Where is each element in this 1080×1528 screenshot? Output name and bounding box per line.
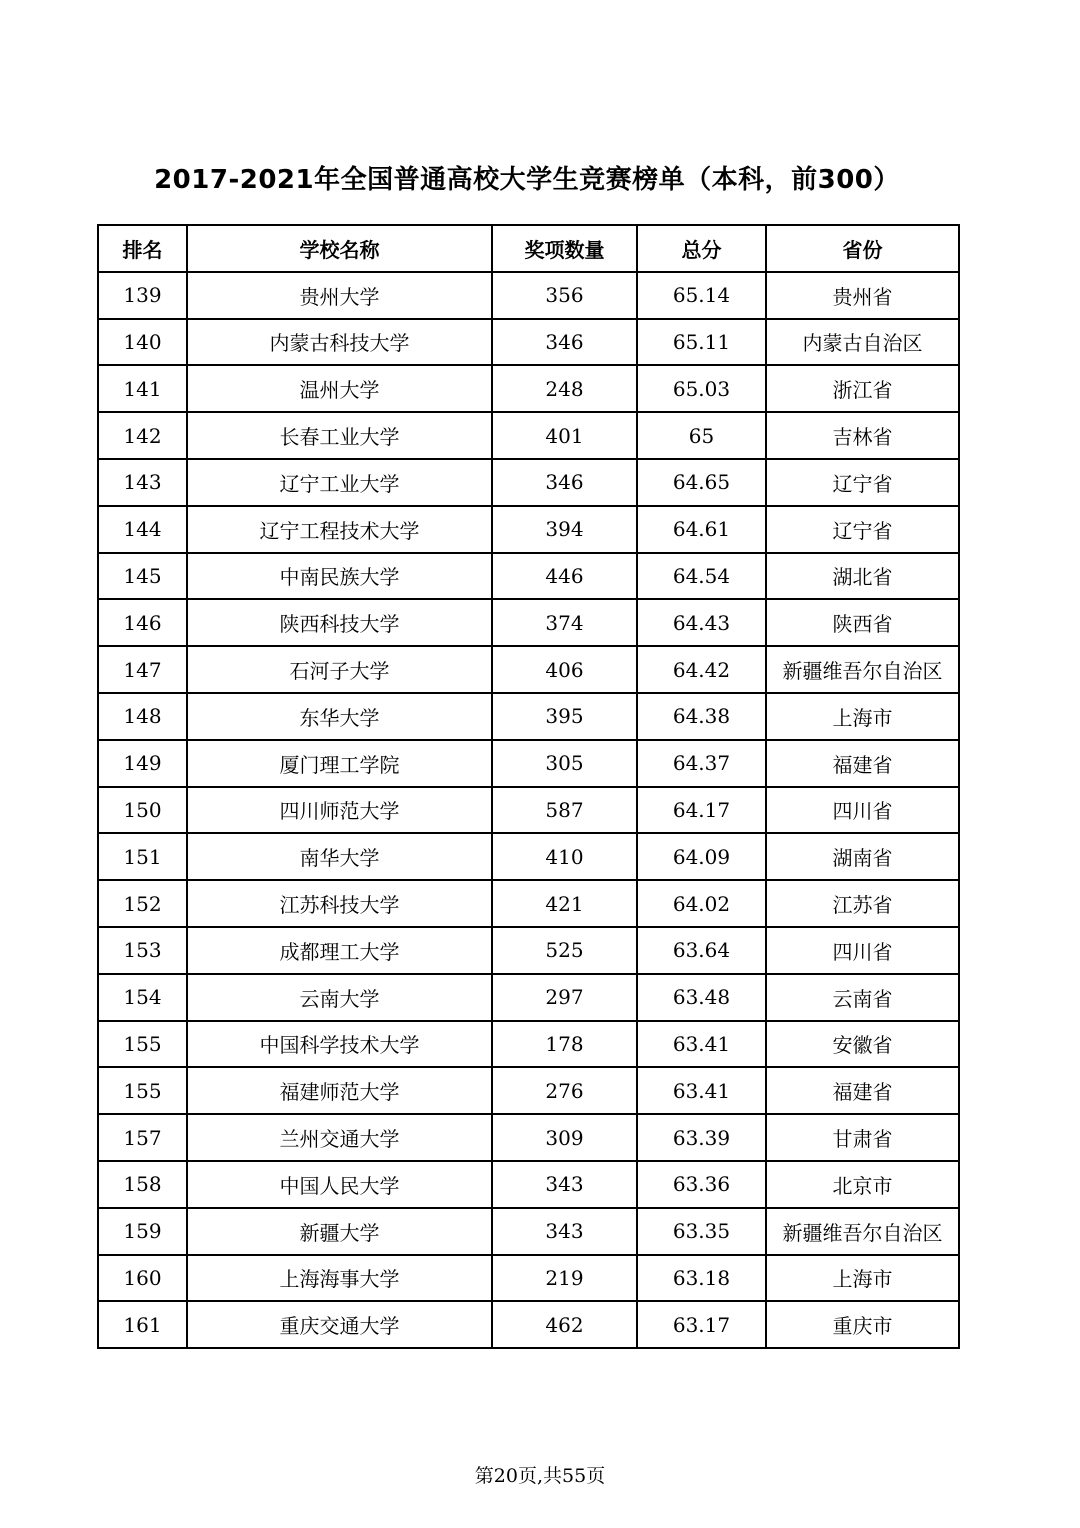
cell-school-name: 兰州交通大学 <box>187 1114 492 1161</box>
cell-school-name: 石河子大学 <box>187 646 492 693</box>
cell-award-count: 178 <box>492 1021 637 1068</box>
cell-rank: 153 <box>98 927 187 974</box>
cell-total-score: 64.09 <box>637 833 766 880</box>
cell-total-score: 64.43 <box>637 599 766 646</box>
table-row <box>98 693 959 740</box>
cell-province: 新疆维吾尔自治区 <box>766 646 959 693</box>
cell-rank: 148 <box>98 693 187 740</box>
cell-award-count: 309 <box>492 1114 637 1161</box>
cell-school-name: 中国科学技术大学 <box>187 1021 492 1068</box>
cell-province: 辽宁省 <box>766 459 959 506</box>
cell-school-name: 中南民族大学 <box>187 553 492 600</box>
cell-rank: 157 <box>98 1114 187 1161</box>
cell-province: 新疆维吾尔自治区 <box>766 1208 959 1255</box>
table-row <box>98 599 959 646</box>
table-row <box>98 412 959 459</box>
cell-rank: 144 <box>98 506 187 553</box>
cell-rank: 159 <box>98 1208 187 1255</box>
cell-school-name: 云南大学 <box>187 974 492 1021</box>
cell-rank: 152 <box>98 880 187 927</box>
cell-award-count: 374 <box>492 599 637 646</box>
cell-province: 云南省 <box>766 974 959 1021</box>
cell-rank: 147 <box>98 646 187 693</box>
cell-province: 辽宁省 <box>766 506 959 553</box>
cell-total-score: 64.65 <box>637 459 766 506</box>
table-row <box>98 646 959 693</box>
table-row <box>98 1255 959 1302</box>
cell-rank: 151 <box>98 833 187 880</box>
cell-total-score: 64.42 <box>637 646 766 693</box>
cell-award-count: 248 <box>492 365 637 412</box>
cell-rank: 143 <box>98 459 187 506</box>
cell-school-name: 江苏科技大学 <box>187 880 492 927</box>
cell-province: 重庆市 <box>766 1301 959 1348</box>
header-province: 省份 <box>766 225 959 272</box>
table-row <box>98 740 959 787</box>
cell-total-score: 63.36 <box>637 1161 766 1208</box>
cell-school-name: 南华大学 <box>187 833 492 880</box>
cell-total-score: 64.38 <box>637 693 766 740</box>
cell-province: 上海市 <box>766 1255 959 1302</box>
table-row <box>98 880 959 927</box>
cell-award-count: 297 <box>492 974 637 1021</box>
cell-rank: 145 <box>98 553 187 600</box>
cell-rank: 161 <box>98 1301 187 1348</box>
cell-school-name: 上海海事大学 <box>187 1255 492 1302</box>
cell-award-count: 525 <box>492 927 637 974</box>
cell-award-count: 305 <box>492 740 637 787</box>
cell-total-score: 65.14 <box>637 272 766 319</box>
table-row <box>98 319 959 366</box>
cell-province: 内蒙古自治区 <box>766 319 959 366</box>
cell-school-name: 辽宁工程技术大学 <box>187 506 492 553</box>
cell-school-name: 长春工业大学 <box>187 412 492 459</box>
table-row <box>98 974 959 1021</box>
cell-award-count: 356 <box>492 272 637 319</box>
cell-rank: 154 <box>98 974 187 1021</box>
cell-province: 江苏省 <box>766 880 959 927</box>
cell-rank: 150 <box>98 787 187 834</box>
cell-rank: 155 <box>98 1067 187 1114</box>
cell-total-score: 63.64 <box>637 927 766 974</box>
table-row <box>98 272 959 319</box>
cell-school-name: 温州大学 <box>187 365 492 412</box>
table-row <box>98 1021 959 1068</box>
cell-award-count: 421 <box>492 880 637 927</box>
cell-school-name: 福建师范大学 <box>187 1067 492 1114</box>
cell-total-score: 63.17 <box>637 1301 766 1348</box>
cell-rank: 158 <box>98 1161 187 1208</box>
table-row <box>98 833 959 880</box>
cell-rank: 141 <box>98 365 187 412</box>
cell-total-score: 65.11 <box>637 319 766 366</box>
cell-school-name: 陕西科技大学 <box>187 599 492 646</box>
cell-total-score: 64.37 <box>637 740 766 787</box>
cell-award-count: 276 <box>492 1067 637 1114</box>
document-title: 2017-2021年全国普通高校大学生竞赛榜单（本科，前300） <box>154 165 900 195</box>
cell-school-name: 辽宁工业大学 <box>187 459 492 506</box>
cell-school-name: 贵州大学 <box>187 272 492 319</box>
cell-province: 甘肃省 <box>766 1114 959 1161</box>
cell-award-count: 343 <box>492 1208 637 1255</box>
table-row <box>98 1161 959 1208</box>
table-row <box>98 1208 959 1255</box>
cell-province: 福建省 <box>766 740 959 787</box>
cell-total-score: 64.17 <box>637 787 766 834</box>
cell-total-score: 63.18 <box>637 1255 766 1302</box>
cell-total-score: 64.54 <box>637 553 766 600</box>
cell-province: 四川省 <box>766 927 959 974</box>
cell-school-name: 内蒙古科技大学 <box>187 319 492 366</box>
ranking-table <box>97 224 960 1349</box>
cell-total-score: 63.39 <box>637 1114 766 1161</box>
cell-award-count: 410 <box>492 833 637 880</box>
cell-award-count: 346 <box>492 319 637 366</box>
cell-province: 贵州省 <box>766 272 959 319</box>
cell-school-name: 四川师范大学 <box>187 787 492 834</box>
cell-rank: 149 <box>98 740 187 787</box>
cell-province: 吉林省 <box>766 412 959 459</box>
header-total-score: 总分 <box>637 225 766 272</box>
cell-school-name: 重庆交通大学 <box>187 1301 492 1348</box>
cell-total-score: 64.61 <box>637 506 766 553</box>
cell-total-score: 63.41 <box>637 1067 766 1114</box>
table-body <box>98 272 959 1348</box>
cell-school-name: 新疆大学 <box>187 1208 492 1255</box>
table-row <box>98 459 959 506</box>
header-rank: 排名 <box>98 225 187 272</box>
cell-province: 湖北省 <box>766 553 959 600</box>
cell-rank: 155 <box>98 1021 187 1068</box>
header-school-name: 学校名称 <box>187 225 492 272</box>
cell-award-count: 462 <box>492 1301 637 1348</box>
cell-award-count: 446 <box>492 553 637 600</box>
cell-province: 上海市 <box>766 693 959 740</box>
table-row <box>98 365 959 412</box>
cell-rank: 142 <box>98 412 187 459</box>
cell-total-score: 65 <box>637 412 766 459</box>
cell-province: 浙江省 <box>766 365 959 412</box>
cell-province: 陕西省 <box>766 599 959 646</box>
cell-school-name: 成都理工大学 <box>187 927 492 974</box>
table-row <box>98 1114 959 1161</box>
cell-award-count: 219 <box>492 1255 637 1302</box>
cell-school-name: 厦门理工学院 <box>187 740 492 787</box>
cell-award-count: 406 <box>492 646 637 693</box>
cell-school-name: 中国人民大学 <box>187 1161 492 1208</box>
cell-rank: 140 <box>98 319 187 366</box>
cell-province: 北京市 <box>766 1161 959 1208</box>
cell-province: 湖南省 <box>766 833 959 880</box>
cell-rank: 160 <box>98 1255 187 1302</box>
cell-award-count: 394 <box>492 506 637 553</box>
table-row <box>98 1301 959 1348</box>
cell-province: 四川省 <box>766 787 959 834</box>
table-row <box>98 553 959 600</box>
table-header-row <box>98 225 959 272</box>
table-row <box>98 506 959 553</box>
cell-total-score: 64.02 <box>637 880 766 927</box>
cell-school-name: 东华大学 <box>187 693 492 740</box>
table-row <box>98 927 959 974</box>
page-number: 第20页,共55页 <box>474 1465 606 1487</box>
cell-rank: 146 <box>98 599 187 646</box>
cell-award-count: 346 <box>492 459 637 506</box>
cell-award-count: 395 <box>492 693 637 740</box>
cell-award-count: 343 <box>492 1161 637 1208</box>
cell-total-score: 65.03 <box>637 365 766 412</box>
table-row <box>98 787 959 834</box>
table-row <box>98 1067 959 1114</box>
cell-total-score: 63.41 <box>637 1021 766 1068</box>
cell-total-score: 63.35 <box>637 1208 766 1255</box>
cell-province: 安徽省 <box>766 1021 959 1068</box>
cell-total-score: 63.48 <box>637 974 766 1021</box>
cell-award-count: 587 <box>492 787 637 834</box>
cell-province: 福建省 <box>766 1067 959 1114</box>
cell-rank: 139 <box>98 272 187 319</box>
cell-award-count: 401 <box>492 412 637 459</box>
header-award-count: 奖项数量 <box>492 225 637 272</box>
